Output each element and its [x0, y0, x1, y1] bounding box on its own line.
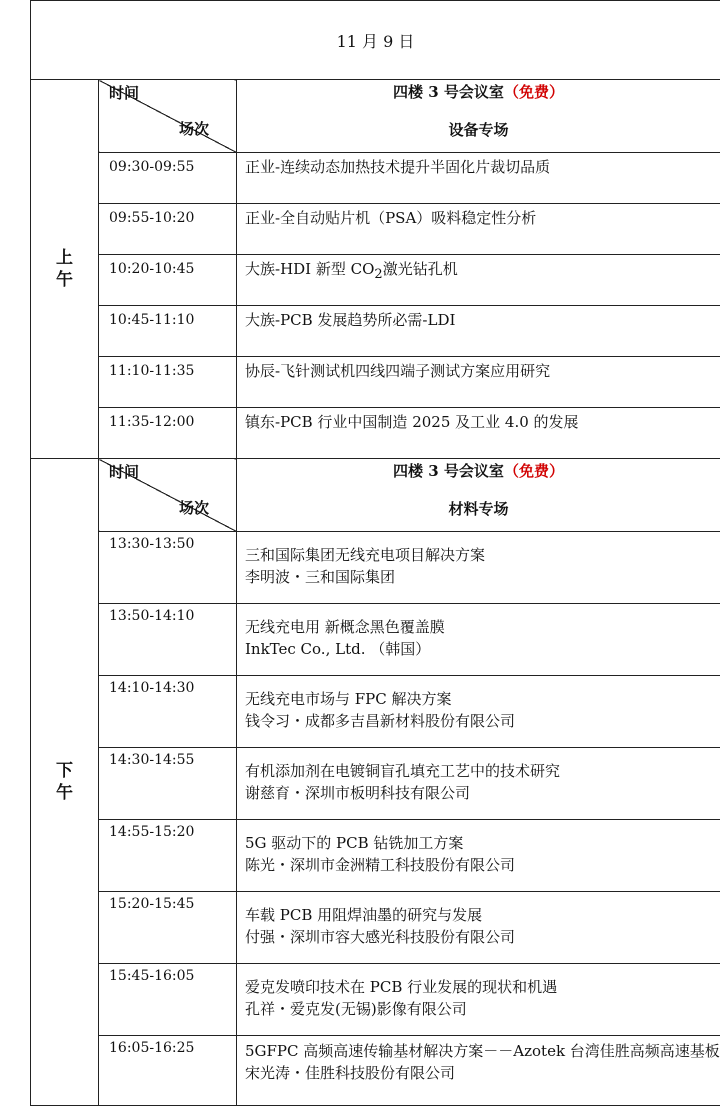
session-topic: 三和国际集团无线充电项目解决方案 李明波・三和国际集团: [237, 532, 720, 604]
session-time: 14:55-15:20: [99, 820, 237, 892]
track-title: 材料专场: [448, 500, 509, 518]
pm-period-label: 下 午: [31, 459, 99, 1106]
table-row: [31, 532, 720, 604]
table-row: [31, 892, 720, 964]
table-row: [31, 204, 720, 255]
session-topic: 正业-连续动态加热技术提升半固化片裁切品质: [237, 153, 720, 204]
session-time: 14:10-14:30: [99, 676, 237, 748]
table-row: [31, 153, 720, 204]
table-row: [31, 306, 720, 357]
table-row: [31, 676, 720, 748]
session-time: 14:30-14:55: [99, 748, 237, 820]
speaker: 付强・深圳市容大感光科技股份有限公司: [245, 928, 516, 946]
session-time: 09:55-10:20: [99, 204, 237, 255]
session-header: 场次: [179, 120, 210, 138]
session-time: 15:45-16:05: [99, 964, 237, 1036]
table-row: [31, 1036, 720, 1106]
session-time: 16:05-16:25: [99, 1036, 237, 1106]
speaker: 陈光・深圳市金洲精工科技股份有限公司: [245, 856, 516, 874]
session-time: 10:20-10:45: [99, 255, 237, 306]
track-title: 设备专场: [448, 121, 509, 139]
session-topic: 正业-全自动贴片机（PSA）吸料稳定性分析: [237, 204, 720, 255]
session-topic: 5G 驱动下的 PCB 钻铣加工方案 陈光・深圳市金洲精工科技股份有限公司: [237, 820, 720, 892]
table-row: [31, 357, 720, 408]
room-name: 四楼 3 号会议室: [393, 83, 504, 101]
table-row: [31, 604, 720, 676]
time-header: 时间: [109, 84, 140, 102]
table-row: [31, 820, 720, 892]
time-header: 时间: [109, 463, 140, 481]
free-badge: （免费）: [503, 462, 564, 480]
session-topic: 大族-HDI 新型 $CO_2$激光钻孔机: [237, 255, 720, 306]
am-room-header: [237, 80, 720, 153]
session-topic: 有机添加剂在电镀铜盲孔填充工艺中的技术研究 谢慈育・深圳市板明科技有限公司: [237, 748, 720, 820]
date-row: [31, 1, 720, 80]
schedule-table: [30, 0, 720, 1106]
session-header: 场次: [179, 499, 210, 517]
table-row: [31, 408, 720, 459]
session-topic: 车载 PCB 用阻焊油墨的研究与发展 付强・深圳市容大感光科技股份有限公司: [237, 892, 720, 964]
table-row: [31, 964, 720, 1036]
session-topic: 协辰-飞针测试机四线四端子测试方案应用研究: [237, 357, 720, 408]
am-period-label: 上 午: [31, 80, 99, 459]
pm-header-row: [31, 459, 720, 532]
table-row: [31, 255, 720, 306]
table-row: [31, 748, 720, 820]
session-topic: 无线充电用 新概念黑色覆盖膜 InkTec Co., Ltd. （韩国）: [237, 604, 720, 676]
session-time: 13:30-13:50: [99, 532, 237, 604]
speaker: InkTec Co., Ltd. （韩国）: [245, 640, 431, 658]
am-diagonal-header: [99, 80, 237, 153]
session-time: 09:30-09:55: [99, 153, 237, 204]
speaker: 钱令习・成都多吉昌新材料股份有限公司: [245, 712, 516, 730]
session-time: 11:35-12:00: [99, 408, 237, 459]
speaker: 谢慈育・深圳市板明科技有限公司: [245, 784, 471, 802]
session-topic: 爱克发喷印技术在 PCB 行业发展的现状和机遇 孔祥・爱克发(无锡)影像有限公司: [237, 964, 720, 1036]
session-topic: 大族-PCB 发展趋势所必需-LDI: [237, 306, 720, 357]
speaker: 李明波・三和国际集团: [245, 568, 396, 586]
room-name: 四楼 3 号会议室: [393, 462, 504, 480]
pm-diagonal-header: [99, 459, 237, 532]
free-badge: （免费）: [503, 83, 564, 101]
session-time: 13:50-14:10: [99, 604, 237, 676]
speaker: 孔祥・爱克发(无锡)影像有限公司: [245, 1000, 467, 1018]
session-time: 11:10-11:35: [99, 357, 237, 408]
session-time: 15:20-15:45: [99, 892, 237, 964]
session-time: 10:45-11:10: [99, 306, 237, 357]
pm-room-header: [237, 459, 720, 532]
date-title: 11 月 9 日: [31, 1, 720, 80]
session-topic: 无线充电市场与 FPC 解决方案 钱令习・成都多吉昌新材料股份有限公司: [237, 676, 720, 748]
session-topic: 镇东-PCB 行业中国制造 2025 及工业 4.0 的发展: [237, 408, 720, 459]
speaker: 宋光涛・佳胜科技股份有限公司: [245, 1064, 456, 1082]
session-topic: 5GFPC 高频高速传输基材解决方案－－Azotek 台湾佳胜高频高速基板 宋光涛・佳胜科技股份有限公司: [237, 1036, 720, 1106]
am-header-row: [31, 80, 720, 153]
